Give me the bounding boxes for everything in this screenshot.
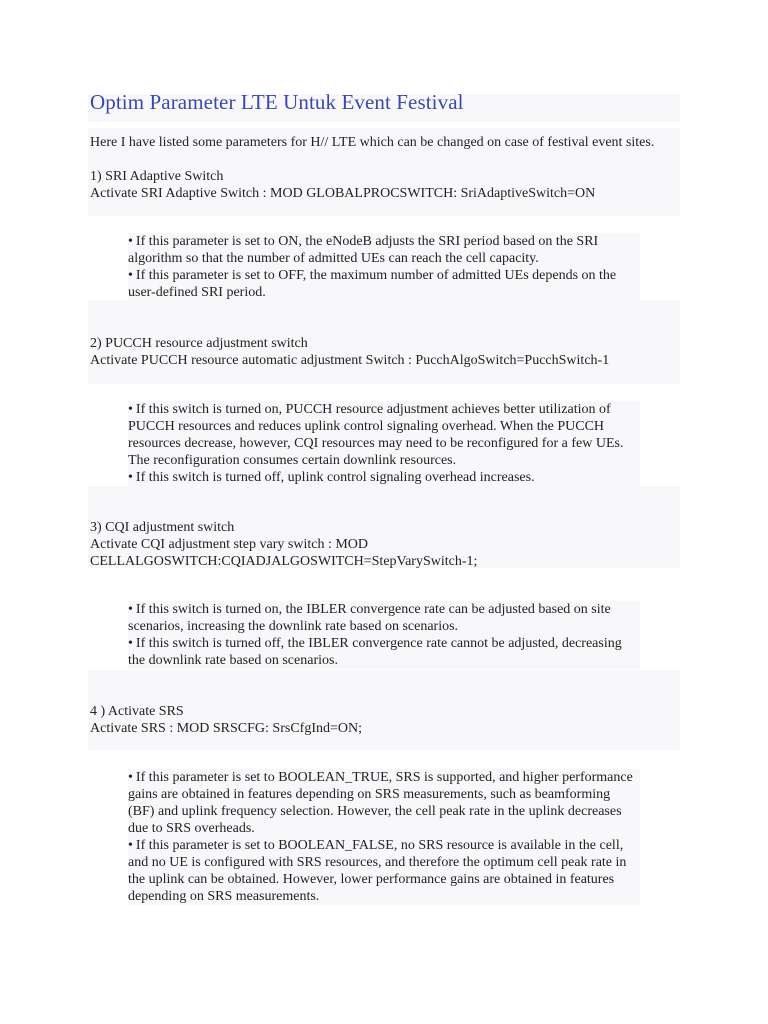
section-2 [90,335,675,369]
section-3 [90,519,675,570]
bullet-list [128,601,640,669]
list-item: • If this parameter is set to BOOLEAN_FALSE, no SRS resource is available in the cell, and no UE is configured with SRS resources, and therefore the optimum cell peak rate in the uplink can be obtained. However, lower performance gains are obtained in features depending on SRS measurements. [128,838,627,904]
list-item: • If this parameter is set to OFF, the maximum number of admitted UEs depends on the user-defined SRI period. [128,268,617,300]
list-item: • If this switch is turned off, uplink control signaling overhead increases. [128,470,535,485]
section-command: Activate SRI Adaptive Switch : MOD GLOBALPROCSWITCH: SriAdaptiveSwitch=ON [90,186,596,201]
section-command: Activate SRS : MOD SRSCFG: SrsCfgInd=ON; [90,721,362,736]
section-heading: 3) CQI adjustment switch [90,520,235,535]
bullet-list [128,233,640,301]
section-command: Activate PUCCH resource automatic adjustment Switch : PucchAlgoSwitch=PucchSwitch-1 [90,353,610,368]
bullet-list [128,401,640,486]
intro-paragraph: Here I have listed some parameters for H// LTE which can be changed on case of festival event sites. [90,135,655,150]
list-item: • If this switch is turned off, the IBLER convergence rate cannot be adjusted, decreasing the downlink rate based on scenarios. [128,636,622,668]
list-item: • If this switch is turned on, the IBLER convergence rate can be adjusted based on site scenarios, increasing the downlink rate based on scenarios. [128,602,611,634]
section-4 [90,703,675,737]
section-1 [90,168,675,202]
section-heading: 2) PUCCH resource adjustment switch [90,336,308,351]
list-item: • If this parameter is set to BOOLEAN_TRUE, SRS is supported, and higher performance gains are obtained in features depending on SRS measurements, such as beamforming (BF) and uplink frequency selection. However, the cell peak rate in the uplink decreases due to SRS overheads. [128,770,633,836]
bullet-list [128,769,640,905]
list-item: • If this parameter is set to ON, the eNodeB adjusts the SRI period based on the SRI algorithm so that the number of admitted UEs can reach the cell capacity. [128,234,599,266]
section-heading: 1) SRI Adaptive Switch [90,169,224,184]
page-title: Optim Parameter LTE Untuk Event Festival [90,90,464,114]
section-command: Activate CQI adjustment step vary switch : MOD CELLALGOSWITCH:CQIADJALGOSWITCH=StepVarySwitch-1; [90,537,478,569]
list-item: • If this switch is turned on, PUCCH resource adjustment achieves better utilization of PUCCH resources and reduces uplink control signaling overhead. When the PUCCH resources decrease, however, CQI resources may need to be reconfigured for a few UEs. The reconfiguration consumes certain downlink resources. [128,402,624,468]
section-heading: 4 ) Activate SRS [90,704,184,719]
